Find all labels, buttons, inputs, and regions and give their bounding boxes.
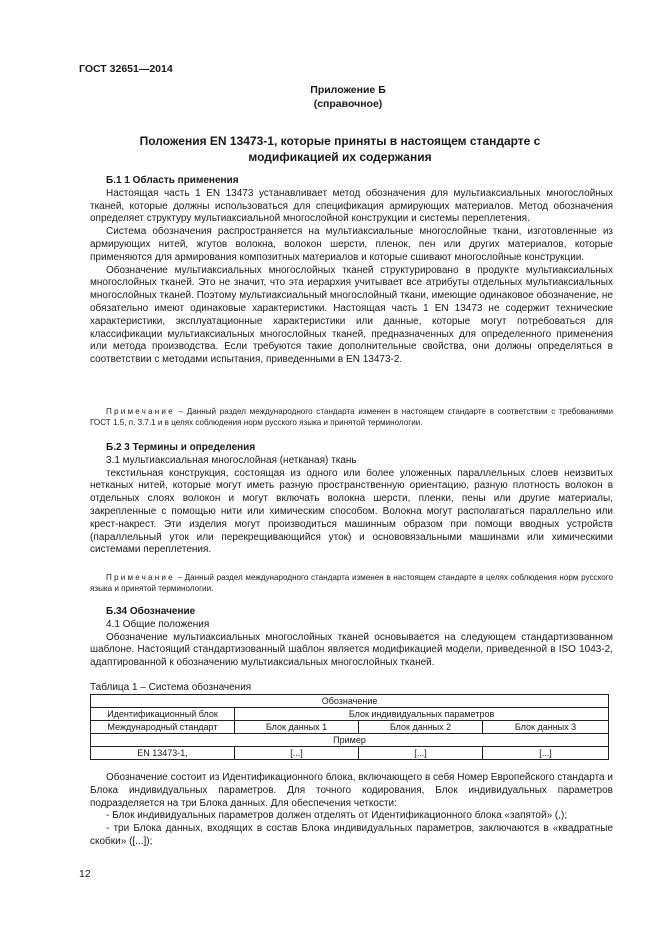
section-heading: Б.2 3 Термины и определения <box>106 442 256 453</box>
paragraph: Настоящая часть 1 EN 13473 устанавливает метод обозначения для мультиаксиальных многослойных тканей, которые должны использоваться для спецификация армирующих материалов. Метод обозначения определяет структуру мультиаксиальной многослойной конструкции и системы переплетения. <box>90 187 613 225</box>
definition: текстильная конструкция, состоящая из одного или более уложенных параллельных слоев неизвитых нетканых нитей, которые могут иметь разную пространственную ориентацию, разную плотность волокон в отдельных слоях волокон и могут включать волокна шерсти, пленки, пены или другие материалы, закрепленные с помощью нити или химическим способом. Волокна могут располагаться параллельно или крест-накрест. Эти изделия могут производиться машинным образом при помощи вводных устройств (параллельный уток или перекрещивающийся уток) и основовязальными машинами или химическими системами переплетения. <box>90 467 613 556</box>
table-cell: Блок данных 2 <box>359 721 483 734</box>
table-cell: EN 13473-1, <box>91 747 235 760</box>
table-cell: Блок индивидуальных параметров <box>235 708 609 721</box>
table-cell: Блок данных 1 <box>235 721 359 734</box>
table-caption: Таблица 1 – Система обозначения <box>90 682 252 693</box>
bullet-item: - три Блока данных, входящих в состав Блока индивидуальных параметров, заключаются в «квадратные скобки» ([...]); <box>90 823 613 847</box>
paragraph: Обозначение состоит из Идентификационного блока, включающего в себя Номер Европейского стандарта и Блока индивидуальных параметров. Для точного кодирования, Блок индивидуальных параметров подразделяется на три Блока данных. Для обеспечения четкости: <box>90 772 613 809</box>
document-title-line1: Положения EN 13473-1, которые приняты в настоящем стандарте с <box>139 134 541 148</box>
standard-number: ГОСТ 32651—2014 <box>79 63 173 75</box>
table-row <box>91 708 609 721</box>
note-text: – Данный раздел международного стандарта изменен в настоящем стандарте в целях соблюдения норм русского языка и принятой терминологии. <box>90 573 613 593</box>
annex-title: Приложение Б <box>310 84 386 96</box>
table-row <box>91 747 609 760</box>
table-row <box>91 721 609 734</box>
bullet-item: - Блок индивидуальных параметров должен отделять от Идентификационного блока «запятой» (,); <box>106 810 568 822</box>
table-row <box>91 734 609 747</box>
table-cell: Блок данных 3 <box>483 721 609 734</box>
table-cell: Пример <box>91 734 609 747</box>
table-cell: [...] <box>483 747 609 760</box>
section-b1 <box>90 175 613 367</box>
note-b2 <box>90 572 613 594</box>
table-cell: [...] <box>359 747 483 760</box>
term: 3.1 мультиаксиальная многослойная (нетканая) ткань <box>106 454 357 466</box>
document-title-line2: модификацией их содержания <box>248 150 432 164</box>
section-heading: Б.1 1 Область применения <box>106 175 239 186</box>
annex-subtitle: (справочное) <box>313 98 383 110</box>
section-after-table <box>90 772 613 849</box>
note-label: Примечание <box>106 573 175 582</box>
table-cell: Обозначение <box>91 695 609 708</box>
note-b1 <box>90 406 613 428</box>
paragraph: Система обозначения распространяется на мультиаксиальные многослойные ткани, изготовленные из армирующих нитей, жгутов волокна, волокон шерсти, пленок, пен или других материалов, которые применяются для армирования композитных материалов и которые сшивают многослойные конструкции. <box>90 226 613 263</box>
table-cell: [...] <box>235 747 359 760</box>
document-title <box>100 133 580 165</box>
section-heading: Б.34 Обозначение <box>106 606 196 617</box>
table-cell: Идентификационный блок <box>91 708 235 721</box>
table-row <box>91 695 609 708</box>
paragraph: Обозначение мультиаксиальных многослойных тканей основывается на следующем стандартизованном шаблоне. Настоящий стандартизованный шаблон является модификацией модели, приведенной в ISO 1043-2, адаптированной к обозначению мультиаксиальных многослойных тканей. <box>90 631 613 669</box>
page-number: 12 <box>79 868 91 880</box>
paragraph: Обозначение мультиаксиальных многослойных тканей структурировано в продукте мультиаксиальных многослойных тканей. Это не значит, что эта иерархия учитывает все атрибуты отдельных мультиаксиальных многослойных тканей. Поэтому мультиаксиальный многослойный ткани, имеющие одинаковое обозначение, не обязательно имеют одинаковые характеристики. Настоящая часть 1 EN 13473 не содержит технические характеристики, эксплуатационные характеристики или данные, которые могут потребоваться для классификации мультиаксиальных многослойных тканей, предназначенных для определенного применения или метода производства. Если требуются такие дополнительные свойства, они должны определяться в соответствии с методами испытания, приведенными в EN 13473-2. <box>90 264 613 366</box>
subsection-heading: 4.1 Общие положения <box>106 618 210 630</box>
section-b3 <box>90 606 613 670</box>
note-text: – Данный раздел международного стандарта изменен в настоящем стандарте в соответствии с требованиями ГОСТ 1.5, п. 3.7.1 и в целях соблюдения норм русского языка и принятой терминологии. <box>90 407 613 427</box>
designation-table <box>90 694 609 760</box>
note-label: Примечание <box>106 407 175 416</box>
table-cell: Международный стандарт <box>91 721 235 734</box>
section-b2 <box>90 442 613 557</box>
